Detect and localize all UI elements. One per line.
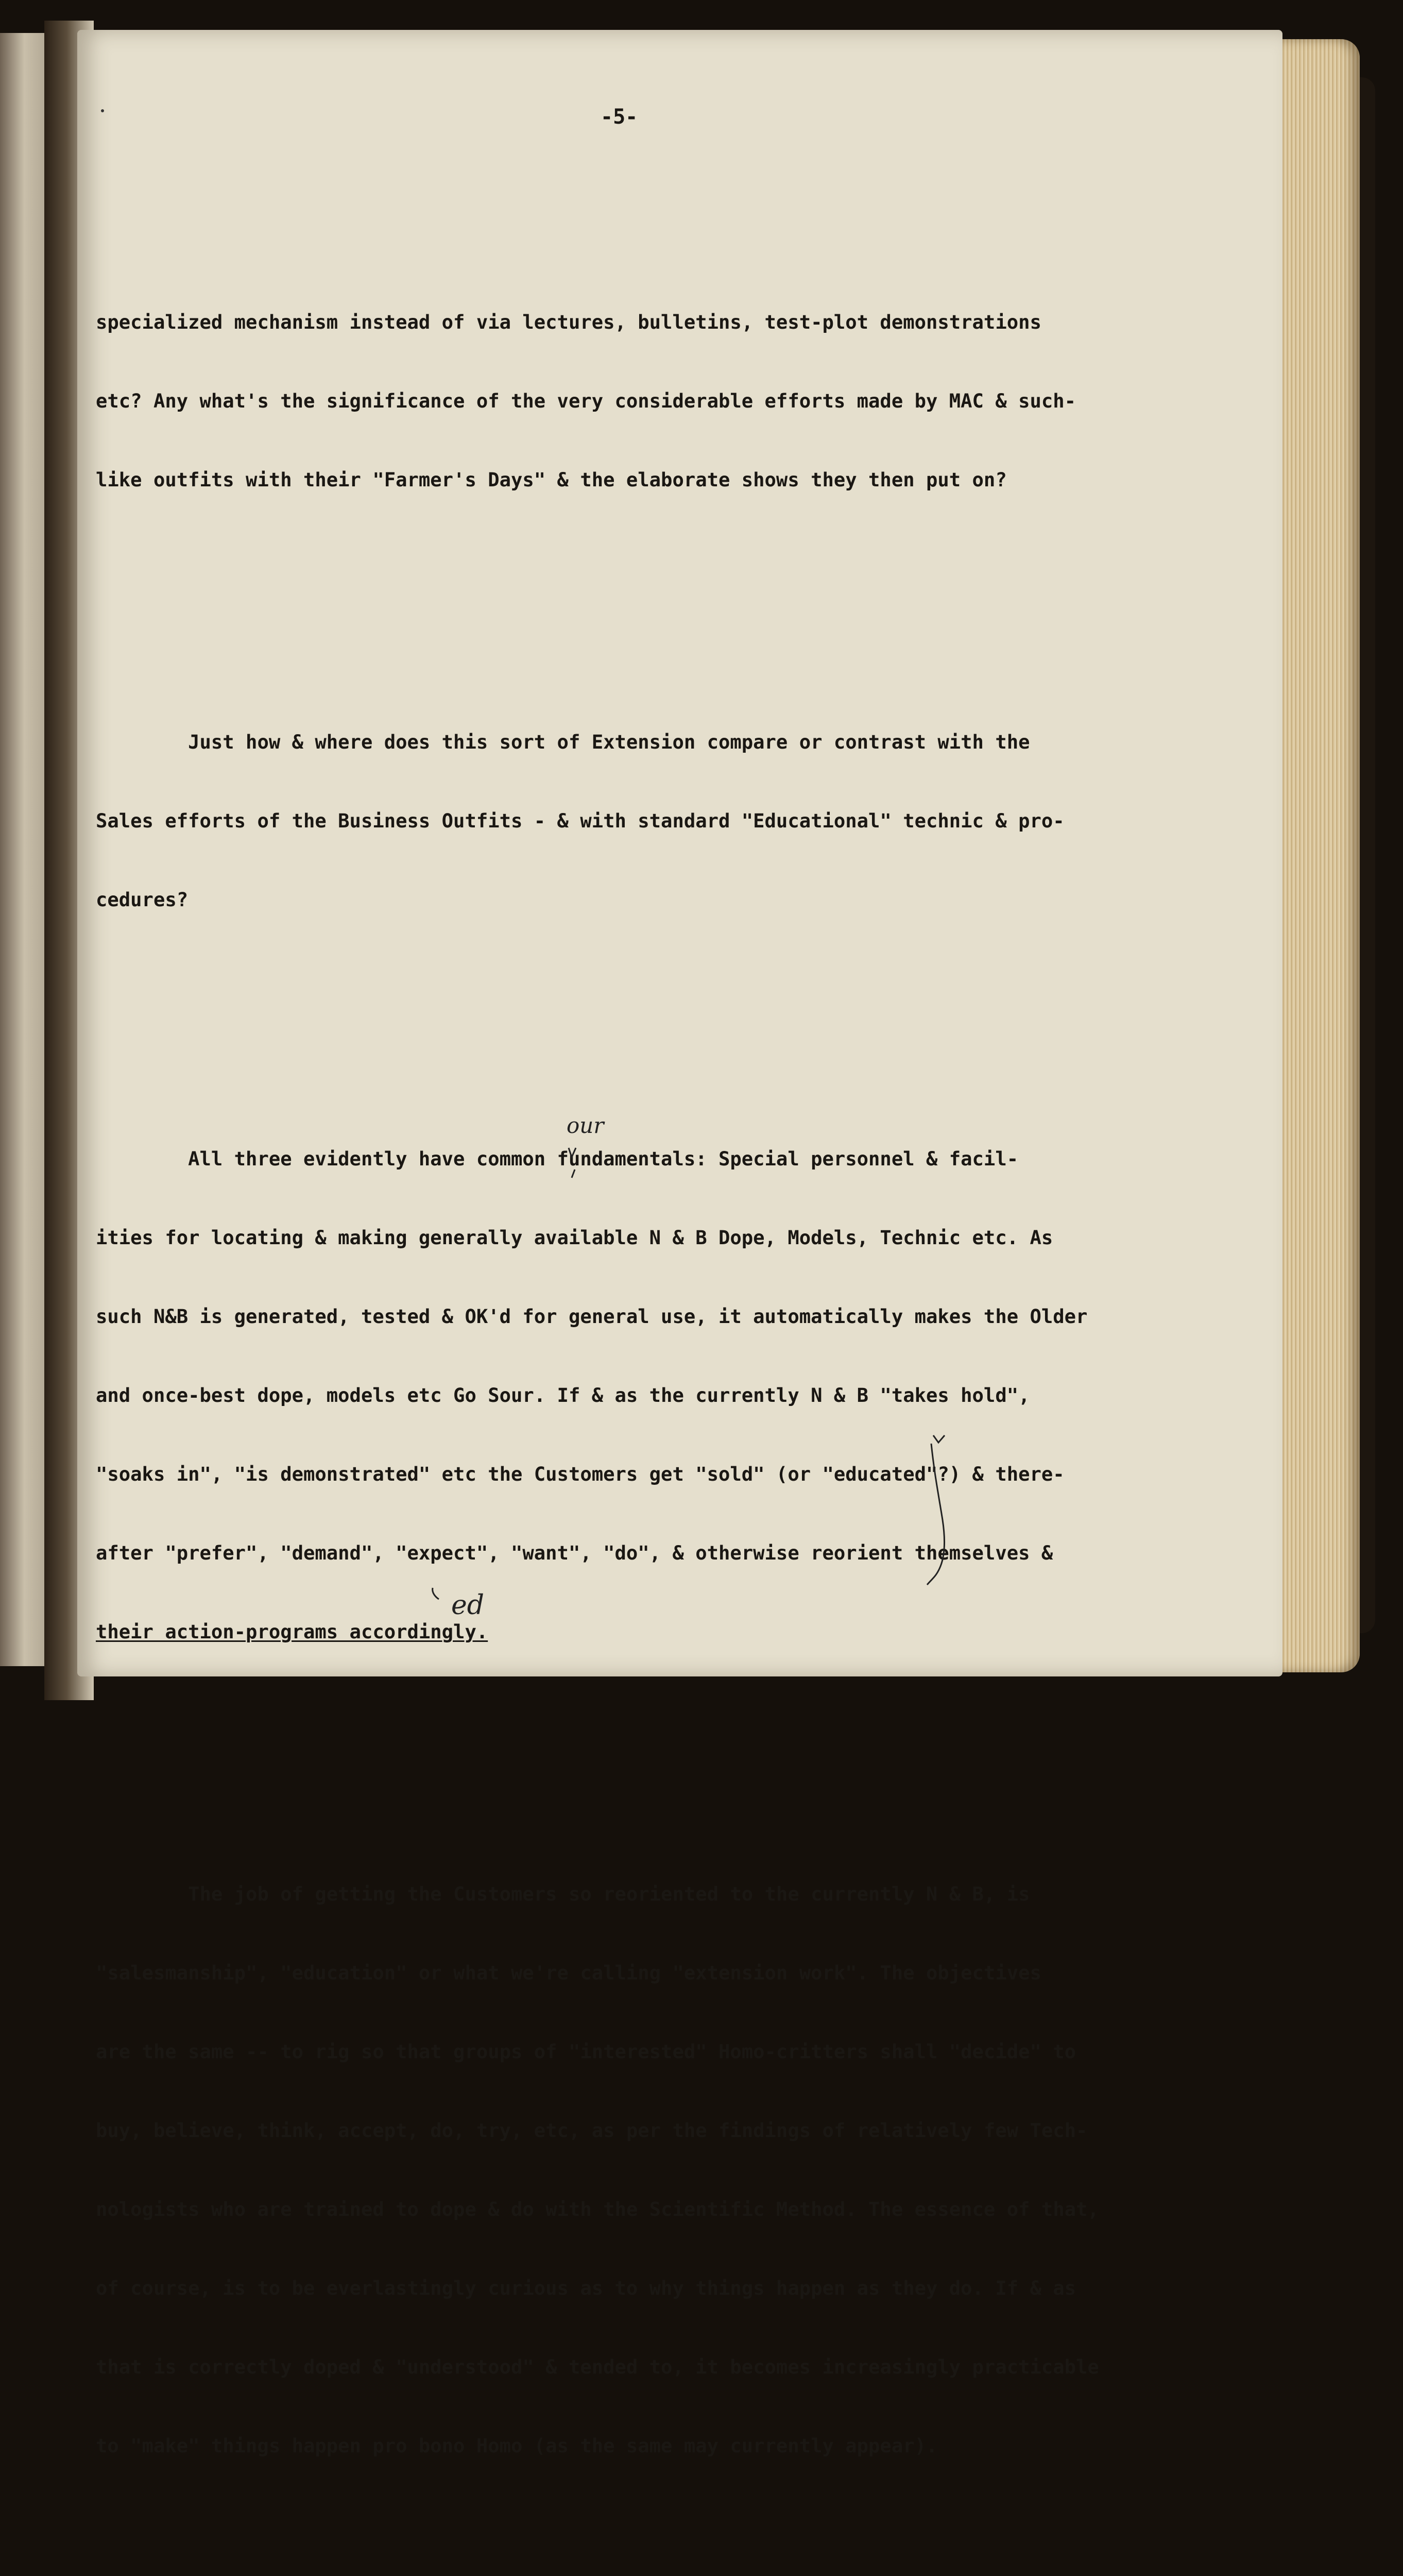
text-line: specialized mechanism instead of via lectures, bulletins, test-plot demonstrations [96,311,1041,333]
text-line: cedures? [96,888,189,911]
page-number: -5- [601,105,638,129]
text-line: The job of getting the Customers so reoriented to the currently N & B, is [96,1883,1030,1905]
underlined-line: their action-programs accordingly. [96,1620,488,1643]
pen-stroke-line [433,1588,439,1599]
text-line: buy, believe, think, accept, do, try, etc, as per the findings of relatively few Tech- [96,2119,1088,2142]
text-line: Sales efforts of the Business Outfits - & with standard "Educational" technic & pro- [96,809,1065,832]
text-line: nologists who are trained to dope & do with the Scientific Method. The essence of that, [96,2198,1099,2221]
text-line: like outfits with their "Farmer's Days" & the elaborate shows they then put on? [96,468,1007,491]
text-line: are the same -- to rig so that groups of "interested" Homo-critters shall "decide" to [96,2040,1076,2063]
text-line: such N&B is generated, tested & OK'd for general use, it automatically makes the Older [96,1305,1088,1328]
text-line: that is correctly doped & "understood" & tended to, it becomes increasingly practicable [96,2355,1099,2378]
caret-mark [572,1170,575,1178]
text-line: All three evidently have common fundamentals: Special personnel & facil- [96,1147,1019,1170]
text-line: of course, is to be everlastingly curious as to why things happen as they do. If & as [96,2277,1076,2299]
text-line: after "prefer", "demand", "expect", "want", "do", & otherwise reorient themselves & [96,1541,1053,1564]
handwritten-insertion: our [567,1113,604,1138]
text-line: "salesmanship", "education" or what we're calling "extension work". The objectives [96,1961,1041,1984]
text-line: ities for locating & making generally available N & B Dope, Models, Technic etc. As [96,1226,1053,1249]
text-line: and once-best dope, models etc Go Sour. If & as the currently N & B "takes hold", [96,1384,1030,1406]
pen-stroke-line [927,1444,944,1585]
paragraph [96,1828,1229,2512]
text-line: to "make" things happen pro bono Homo (as the same may currently appear). [96,2434,938,2457]
text-line: Just how & where does this sort of Extension compare or contrast with the [96,731,1030,753]
caret-mark [933,1435,945,1443]
text-line: etc? Any what's the significance of the very considerable efforts made by MAC & such- [96,389,1076,412]
handwritten-margin-note: ed [451,1590,485,1621]
text-line: "soaks in", "is demonstrated" etc the Customers get "sold" (or "educated"?) & there- [96,1463,1065,1485]
caret-mark [569,1148,576,1157]
